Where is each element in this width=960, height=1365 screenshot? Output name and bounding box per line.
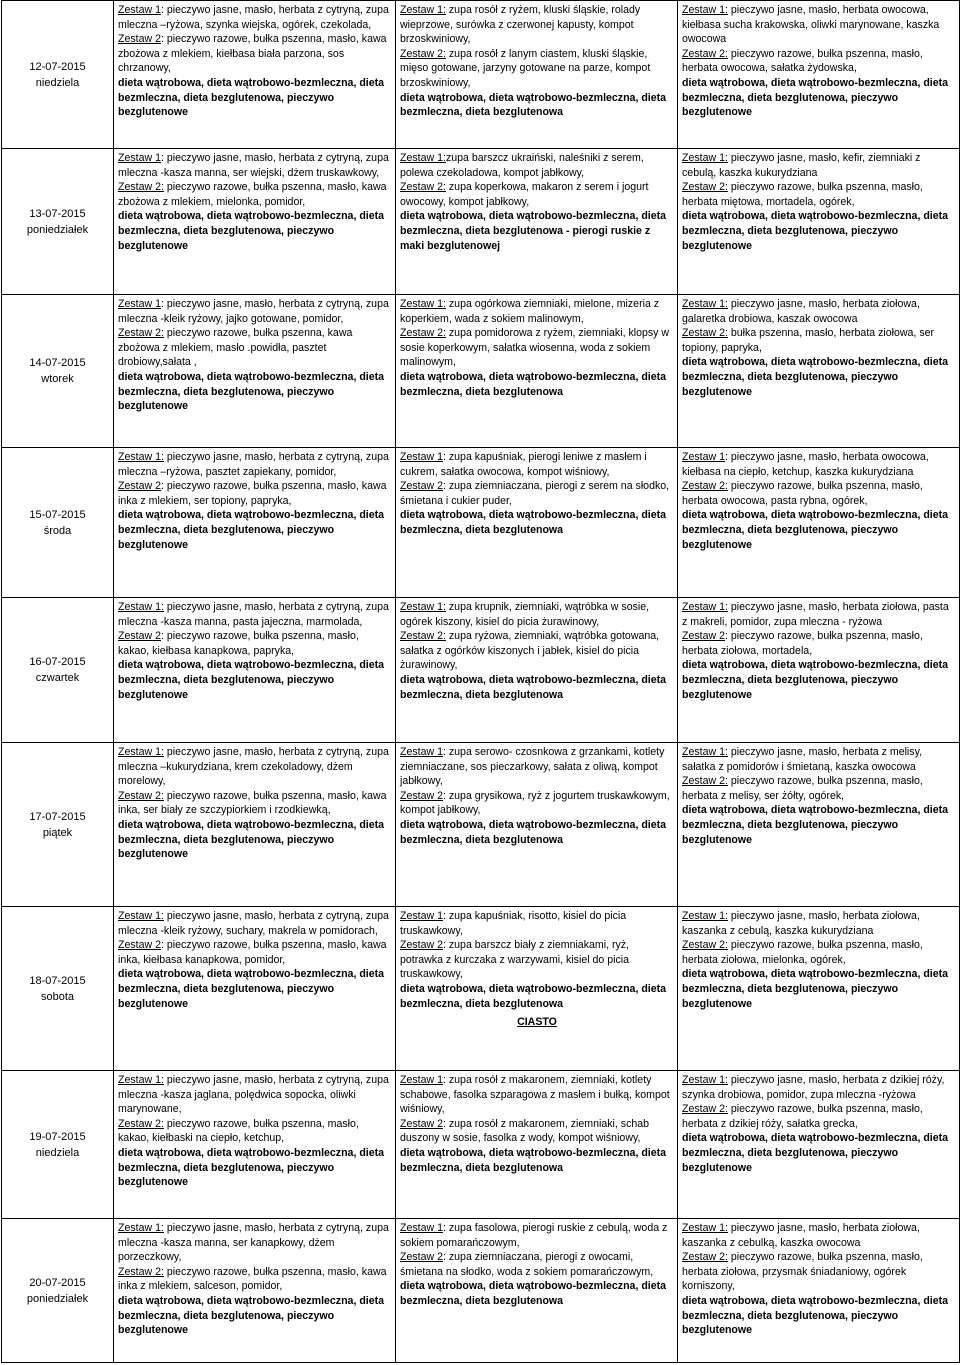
zestaw-2-label: Zestaw 2: [682, 939, 728, 952]
zestaw-2-label: Zestaw 2 [118, 630, 161, 643]
zestaw-1 [400, 151, 674, 180]
date-label: 18-07-2015 [29, 974, 86, 987]
zestaw-1 [400, 450, 674, 479]
zestaw-1-text: : pieczywo jasne, masło, herbata z cytryną, zupa mleczna –ryżowa, szynka wiejska, ogórek, czekolada, [118, 4, 389, 31]
zestaw-1-text: : zupa kapuśniak, risotto, kisiel do picia truskawkowy, [400, 910, 627, 937]
diet-note: dieta wątrobowa, dieta wątrobowo-bezmleczna, dieta bezmleczna, dieta bezglutenowa, pieczywo bezglutenowe [682, 509, 949, 551]
lunch-cell [396, 1219, 678, 1363]
dinner-cell [678, 1219, 960, 1363]
zestaw-1-text: pieczywo jasne, masło, herbata ziołowa, kaszanka z cebulką, kaszka owocowa [682, 1222, 920, 1249]
diet-note: dieta wątrobowa, dieta wątrobowo-bezmleczna, dieta bezmleczna, dieta bezglutenowa [400, 370, 667, 398]
zestaw-2-text: pieczywo razowe, bułka pszenna, masło, herbata z melisy, ser żółty, ogórek, [682, 775, 923, 802]
zestaw-1-label: Zestaw 1: [118, 601, 164, 613]
dinner-cell [678, 1071, 960, 1219]
zestaw-2 [682, 47, 956, 76]
date-cell [2, 149, 114, 295]
date-cell [2, 1219, 114, 1363]
zestaw-1-text: zupa barszcz ukraiński, naleśniki z serem, polewa czekoladowa, kompot jabłkowy, [400, 152, 644, 179]
zestaw-2 [682, 479, 956, 508]
zestaw-1 [682, 297, 956, 326]
zestaw-2-label: Zestaw 2: [682, 1251, 728, 1264]
zestaw-1 [118, 909, 392, 938]
menu-row [2, 149, 960, 295]
date-cell [2, 743, 114, 907]
zestaw-2-label: Zestaw 2: [400, 47, 446, 60]
date-cell [2, 1, 114, 149]
zestaw-1-text: : zupa rosół z makaronem, ziemniaki, kotlety schabowe, fasolka szparagowa z masłem i bułką, kompot wiśniowy, [400, 1074, 670, 1116]
diet-note: dieta wątrobowa, dieta wątrobowo-bezmleczna, dieta bezmleczna, dieta bezglutenowa, pieczywo bezglutenowe [682, 804, 949, 846]
zestaw-1-text: : pieczywo jasne, masło, herbata z cytryną, zupa mleczna -kleik ryżowy, jajko gotowane, pomidor, [118, 298, 389, 325]
zestaw-2-label: Zestaw 2 [400, 480, 443, 493]
zestaw-2 [118, 1117, 392, 1146]
zestaw-1-label: Zestaw 1: [118, 1074, 164, 1086]
zestaw-1-label: Zestaw 1 [118, 4, 161, 16]
extra-note: CIASTO [517, 1016, 557, 1029]
lunch-cell [396, 149, 678, 295]
diet-note: dieta wątrobowa, dieta wątrobowo-bezmleczna, dieta bezmleczna, dieta bezglutenowa, pieczywo bezglutenowe [118, 1294, 385, 1337]
zestaw-2-text: zupa ryżowa, ziemniaki, wątróbka gotowana, sałatka z ogórków kiszonych i jabłek, kisiel do picia żurawinowy, [400, 630, 660, 672]
zestaw-1 [682, 450, 956, 479]
zestaw-2-label: Zestaw 2: [682, 480, 728, 493]
breakfast-cell [114, 1, 396, 149]
zestaw-2 [118, 1265, 392, 1294]
zestaw-1 [682, 3, 956, 47]
date-cell [2, 598, 114, 743]
zestaw-2-text: zupa pomidorowa z ryżem, ziemniaki, klopsy w sosie koperkowym, sałatka wiosenna, woda z sokiem malinowym, [400, 327, 670, 369]
zestaw-1 [118, 450, 392, 479]
diet-note: dieta wątrobowa, dieta wątrobowo-bezmleczna, dieta bezmleczna, dieta bezglutenowa [400, 982, 667, 1010]
zestaw-1-text: zupa rosół z ryżem, kluski śląskie, rolady wieprzowe, surówka z czerwonej kapusty, kompot brzoskwiniowy, [400, 4, 641, 46]
zestaw-1 [118, 600, 392, 629]
zestaw-2-label: Zestaw 2 [400, 789, 443, 802]
dinner-cell [678, 295, 960, 448]
zestaw-2 [118, 938, 392, 967]
zestaw-2 [682, 938, 956, 967]
zestaw-2-text: zupa koperkowa, makaron z serem i jogurt owocowy, kompot jabłkowy, [400, 181, 649, 208]
zestaw-2 [682, 180, 956, 209]
zestaw-2-label: Zestaw 2: [118, 789, 164, 802]
diet-note: dieta wątrobowa, dieta wątrobowo-bezmleczna, dieta bezmleczna, dieta bezglutenowa, pieczywo bezglutenowe [118, 1146, 385, 1189]
zestaw-2 [400, 1250, 674, 1279]
zestaw-2 [400, 47, 674, 91]
zestaw-2-text: : pieczywo razowe, bułka pszenna, masło, kawa inka z mlekiem, ser topiony, papryka, [118, 480, 387, 507]
zestaw-1 [682, 1221, 956, 1250]
zestaw-1 [118, 3, 392, 32]
zestaw-1-label: Zestaw 1: [118, 910, 164, 922]
zestaw-2-text: pieczywo razowe, bułka pszenna, masło, herbata owocowa, sałatka żydowska, [682, 47, 923, 75]
zestaw-1 [400, 909, 674, 938]
diet-note: dieta wątrobowa, dieta wątrobowo-bezmleczna, dieta bezmleczna, dieta bezglutenowa, pieczywo bezglutenowe [118, 370, 385, 413]
zestaw-1-text: : zupa kapuśniak, pierogi leniwe z masłem i cukrem, sałatka owocowa, kompot wiśniowy, [400, 451, 647, 478]
zestaw-2-text: pieczywo razowe, bułka pszenna, masło, herbata ziołowa, przysmak śniadaniowy, ogórek korniszony, [682, 1251, 923, 1293]
diet-note: dieta wątrobowa, dieta wątrobowo-bezmleczna, dieta bezmleczna, dieta bezglutenowa, pieczywo bezglutenowe [682, 356, 949, 398]
zestaw-1-label: Zestaw 1: [682, 601, 728, 613]
zestaw-1 [682, 151, 956, 180]
zestaw-1 [400, 600, 674, 629]
zestaw-2-label: Zestaw 2 [400, 939, 443, 952]
zestaw-2-label: Zestaw 2: [682, 327, 728, 340]
date-label: 12-07-2015 [29, 60, 86, 73]
zestaw-1 [400, 297, 674, 326]
zestaw-1-label: Zestaw 1: [682, 1074, 728, 1086]
dinner-cell [678, 1, 960, 149]
zestaw-1-text: : zupa serowo- czosnkowa z grzankami, kotlety ziemniaczane, sos pieczarkowy, sałata z oliwą, kompot jabłkowy, [400, 746, 665, 788]
zestaw-1-label: Zestaw 1: [682, 910, 728, 922]
dinner-cell [678, 907, 960, 1071]
zestaw-2-text: bułka pszenna, masło, herbata ziołowa, ser topiony, papryka, [682, 327, 935, 354]
zestaw-2 [400, 629, 674, 673]
diet-note: dieta wątrobowa, dieta wątrobowo-bezmleczna, dieta bezmleczna, dieta bezglutenowa [400, 673, 667, 701]
zestaw-2-text: pieczywo razowe, bułka pszenna, masło, herbata ziołowa, mielonka, ogórek, [682, 939, 923, 966]
zestaw-1 [400, 3, 674, 47]
zestaw-1-label: Zestaw 1: [400, 298, 446, 310]
menu-row [2, 1219, 960, 1363]
zestaw-2 [682, 1102, 956, 1131]
zestaw-2 [118, 326, 392, 370]
zestaw-2 [682, 1250, 956, 1294]
zestaw-2-label: Zestaw 2: [682, 47, 728, 60]
zestaw-1-label: Zestaw 1: [400, 601, 446, 613]
zestaw-2-label: Zestaw 2: [682, 1103, 728, 1116]
zestaw-2-label: Zestaw 2: [400, 327, 446, 340]
zestaw-2 [118, 32, 392, 76]
zestaw-1-label: Zestaw 1: [118, 1222, 164, 1234]
zestaw-2 [118, 180, 392, 209]
zestaw-2 [682, 629, 956, 658]
menu-body [2, 1, 960, 1363]
zestaw-2-text: : pieczywo razowe, bułka pszenna, masło, herbata ziołowa, mortadela, [682, 630, 923, 657]
diet-note: dieta wątrobowa, dieta wątrobowo-bezmleczna, dieta bezmleczna, dieta bezglutenowa, pieczywo bezglutenowe [118, 76, 385, 119]
diet-note: dieta wątrobowa, dieta wątrobowo-bezmleczna, dieta bezmleczna, dieta bezglutenowa, pieczywo bezglutenowe [682, 210, 949, 252]
diet-note: dieta wątrobowa, dieta wątrobowo-bezmleczna, dieta bezmleczna, dieta bezglutenowa, pieczywo bezglutenowe [118, 210, 385, 252]
zestaw-2-text: : pieczywo razowe, bułka pszenna, masło, kawa inka, kiełbasa kanapkowa, pomidor, [118, 939, 387, 966]
weekday-label: piątek [42, 826, 73, 839]
diet-note: dieta wątrobowa, dieta wątrobowo-bezmleczna, dieta bezmleczna, dieta bezglutenowa [400, 818, 667, 846]
weekday-label: niedziela [35, 76, 80, 89]
zestaw-1-text: pieczywo jasne, masło, herbata ziołowa, pasta z makreli, pomidor, zupa mleczna - ryżowa [682, 601, 949, 628]
diet-note: dieta wątrobowa, dieta wątrobowo-bezmleczna, dieta bezmleczna, dieta bezglutenowa, pieczywo bezglutenowe [682, 1294, 949, 1337]
date-label: 14-07-2015 [29, 357, 86, 369]
zestaw-2 [400, 479, 674, 508]
breakfast-cell [114, 295, 396, 448]
zestaw-1-text: pieczywo jasne, masło, herbata z cytryną, zupa mleczna -kasza jaglana, polędwica sopocka, oliwki marynowane, [118, 1074, 389, 1116]
zestaw-1-text: pieczywo jasne, masło, herbata z dzikiej róży, szynka drobiowa, pomidor, zupa mleczna -ryżowa [682, 1074, 945, 1101]
diet-note: dieta wątrobowa, dieta wątrobowo-bezmleczna, dieta bezmleczna, dieta bezglutenowa - pierogi ruskie z maki bezglutenowej [400, 210, 667, 252]
date-cell [2, 1071, 114, 1219]
weekday-label: niedziela [35, 1146, 80, 1159]
zestaw-1 [682, 600, 956, 629]
lunch-cell [396, 1071, 678, 1219]
zestaw-2-label: Zestaw 2: [682, 775, 728, 788]
zestaw-1-text: pieczywo jasne, masło, herbata z cytryną, zupa mleczna –ryżowa, pasztet zapiekany, pomidor, [118, 451, 389, 478]
zestaw-1-label: Zestaw 1 [400, 451, 443, 463]
menu-row [2, 448, 960, 598]
zestaw-2 [400, 938, 674, 982]
zestaw-2-label: Zestaw 2 [118, 480, 161, 493]
zestaw-1-label: Zestaw 1 [400, 1074, 443, 1086]
zestaw-1-label: Zestaw 1 [400, 746, 443, 758]
breakfast-cell [114, 907, 396, 1071]
dinner-cell [678, 598, 960, 743]
diet-note: dieta wątrobowa, dieta wątrobowo-bezmleczna, dieta bezmleczna, dieta bezglutenowa [400, 91, 667, 119]
lunch-cell [396, 295, 678, 448]
menu-row [2, 1071, 960, 1219]
breakfast-cell [114, 1071, 396, 1219]
date-label: 17-07-2015 [29, 810, 86, 823]
zestaw-2 [118, 789, 392, 818]
zestaw-1-label: Zestaw 1: [118, 451, 164, 463]
menu-row [2, 907, 960, 1071]
zestaw-2-text: pieczywo razowe, bułka pszenna, masło, kawa inka z mlekiem, salceson, pomidor, [118, 1265, 387, 1293]
zestaw-2-label: Zestaw 2 [118, 33, 161, 46]
zestaw-1-label: Zestaw 1 [118, 298, 161, 310]
weekday-label: sobota [40, 990, 75, 1003]
zestaw-1-text: pieczywo jasne, masło, herbata z cytryną, zupa mleczna -kasza manna, pasta jajeczna, marmolada, [118, 601, 389, 628]
diet-note: dieta wątrobowa, dieta wątrobowo-bezmleczna, dieta bezmleczna, dieta bezglutenowa [400, 509, 667, 536]
weekday-label: środa [43, 524, 72, 537]
zestaw-2-text: : pieczywo razowe, bułka pszenna, masło, kawa zbożowa z mlekiem, kiełbasa biała parzona, sos chrzanowy, [118, 33, 387, 75]
zestaw-1 [400, 1073, 674, 1117]
lunch-cell [396, 1, 678, 149]
breakfast-cell [114, 598, 396, 743]
zestaw-1-label: Zestaw 1 [682, 451, 725, 463]
zestaw-2-label: Zestaw 2: [118, 181, 164, 194]
diet-note: dieta wątrobowa, dieta wątrobowo-bezmleczna, dieta bezmleczna, dieta bezglutenowa, pieczywo bezglutenowe [682, 968, 949, 1010]
zestaw-2 [400, 326, 674, 370]
zestaw-1 [682, 1073, 956, 1102]
zestaw-2-text: pieczywo razowe, bułka pszenna, masło, herbata owocowa, pasta rybna, ogórek, [682, 480, 923, 507]
zestaw-2-text: : pieczywo razowe, bułka pszenna, masło, kakao, kiełbasa kanapkowa, papryka, [118, 630, 359, 657]
zestaw-1-label: Zestaw 1: [400, 152, 446, 164]
weekday-label: czwartek [35, 672, 80, 684]
zestaw-1 [118, 745, 392, 789]
zestaw-2-text: pieczywo razowe, bułka pszenna, kawa zbożowa z mlekiem, masło .powidła, pasztet drobiowy,sałata , [118, 327, 353, 369]
menu-row [2, 295, 960, 448]
zestaw-1 [118, 297, 392, 326]
date-cell [2, 907, 114, 1071]
zestaw-1-text: pieczywo jasne, masło, herbata ziołowa, galaretka drobiowa, kaszak owocowa [682, 298, 920, 325]
zestaw-2-text: : zupa ziemniaczana, pierogi z owocami, śmietana na słodko, woda z sokiem pomarańczowym, [400, 1251, 654, 1278]
dinner-cell [678, 448, 960, 598]
zestaw-1-text: pieczywo jasne, masło, herbata owocowa, kiełbasa sucha krakowska, oliwki marynowane, kaszka owocowa [682, 4, 940, 46]
zestaw-1-text: pieczywo jasne, masło, herbata z cytryną, zupa mleczna -kleik ryżowy, suchary, makrela w pomidorach, [118, 910, 389, 937]
diet-note: dieta wątrobowa, dieta wątrobowo-bezmleczna, dieta bezmleczna, dieta bezglutenowa, pieczywo bezglutenowe [118, 818, 385, 861]
lunch-cell [396, 907, 678, 1071]
zestaw-1-label: Zestaw 1: [682, 1222, 728, 1234]
zestaw-2-label: Zestaw 2 [118, 939, 161, 952]
date-cell [2, 295, 114, 448]
zestaw-2-text: : zupa ziemniaczana, pierogi z serem na słodko, śmietana i cukier puder, [400, 480, 670, 507]
zestaw-1 [400, 1221, 674, 1250]
zestaw-2 [400, 1117, 674, 1146]
zestaw-1-label: Zestaw 1 [400, 910, 443, 922]
zestaw-1-label: Zestaw 1: [682, 152, 728, 164]
zestaw-1-label: Zestaw 1: [682, 746, 728, 758]
breakfast-cell [114, 743, 396, 907]
breakfast-cell [114, 1219, 396, 1363]
date-label: 13-07-2015 [29, 207, 86, 220]
zestaw-2-text: : zupa barszcz biały z ziemniakami, ryż, potrawka z kurczaka z warzywami, kisiel do picia truskawkowy, [400, 939, 630, 981]
diet-note: dieta wątrobowa, dieta wątrobowo-bezmleczna, dieta bezmleczna, dieta bezglutenowa, pieczywo bezglutenowe [118, 659, 385, 701]
zestaw-2-text: pieczywo razowe, bułka pszenna, masło, herbata miętowa, mortadela, ogórek, [682, 181, 923, 208]
menu-row [2, 598, 960, 743]
zestaw-2-label: Zestaw 2: [400, 630, 446, 643]
date-cell [2, 448, 114, 598]
zestaw-2-label: Zestaw 2: [118, 1117, 164, 1130]
zestaw-2-label: Zestaw 2: [682, 181, 728, 194]
menu-row [2, 743, 960, 907]
zestaw-1-text: pieczywo jasne, masło, herbata z cytryną, zupa mleczna -kasza manna, ser kanapkowy, dżem porzeczkowy, [118, 1222, 389, 1264]
diet-note: dieta wątrobowa, dieta wątrobowo-bezmleczna, dieta bezmleczna, dieta bezglutenowa, pieczywo bezglutenowe [682, 76, 949, 119]
zestaw-1-text: : pieczywo jasne, masło, herbata owocowa, kiełbasa na ciepło, ketchup, kaszka kukurydziana [682, 451, 929, 478]
lunch-cell [396, 448, 678, 598]
zestaw-1 [400, 745, 674, 789]
date-label: 19-07-2015 [29, 1130, 86, 1143]
weekday-label: poniedziałek [26, 1292, 89, 1305]
dinner-cell [678, 149, 960, 295]
zestaw-1-label: Zestaw 1: [682, 298, 728, 310]
zestaw-2 [118, 629, 392, 658]
zestaw-1-text: zupa ogórkowa ziemniaki, mielone, mizeria z koperkiem, wada z sokiem malinowym, [400, 298, 660, 325]
zestaw-2 [682, 774, 956, 803]
zestaw-2-text: pieczywo razowe, bułka pszenna, masło, kawa zbożowa z mlekiem, mielonka, pomidor, [118, 181, 387, 208]
menu-table [1, 0, 960, 1363]
breakfast-cell [114, 149, 396, 295]
diet-note: dieta wątrobowa, dieta wątrobowo-bezmleczna, dieta bezmleczna, dieta bezglutenowa [400, 1280, 667, 1307]
zestaw-2-label: Zestaw 2 [400, 1251, 443, 1264]
zestaw-2-label: Zestaw 2: [118, 327, 164, 340]
zestaw-1 [682, 745, 956, 774]
zestaw-2-text: : zupa grysikowa, ryż z jogurtem truskawkowym, kompot jabłkowy, [400, 789, 670, 817]
date-label: 15-07-2015 [29, 508, 86, 521]
weekday-label: wtorek [41, 373, 74, 385]
zestaw-1 [118, 1073, 392, 1117]
diet-note: dieta wątrobowa, dieta wątrobowo-bezmleczna, dieta bezmleczna, dieta bezglutenowa, pieczywo bezglutenowe [682, 1132, 949, 1174]
dinner-cell [678, 743, 960, 907]
zestaw-1-text: pieczywo jasne, masło, herbata z melisy, sałatka z pomidorów i śmietaną, kaszka owocowa [682, 746, 923, 773]
zestaw-1-label: Zestaw 1 [400, 1222, 443, 1234]
zestaw-1 [118, 151, 392, 180]
zestaw-2 [682, 326, 956, 355]
zestaw-2-text: zupa rosół z lanym ciastem, kluski śląskie, mięso gotowane, jarzyny gotowane na parze, kompot brzoskwiniowy, [400, 47, 651, 89]
zestaw-1-text: pieczywo jasne, masło, herbata ziołowa, kaszanka z cebulą, kaszka kukurydziana [682, 910, 920, 937]
zestaw-2-text: pieczywo razowe, bułka pszenna, masło, kakao, kiełbaski na ciepło, ketchup, [118, 1117, 359, 1145]
date-label: 16-07-2015 [29, 656, 86, 668]
diet-note: dieta wątrobowa, dieta wątrobowo-bezmleczna, dieta bezmleczna, dieta bezglutenowa, pieczywo bezglutenowe [118, 968, 385, 1010]
zestaw-2 [118, 479, 392, 508]
zestaw-1-text: : pieczywo jasne, masło, herbata z cytryną, zupa mleczna -kasza manna, ser wiejski, dżem truskawkowy, [118, 152, 389, 179]
zestaw-1-label: Zestaw 1: [118, 746, 164, 758]
zestaw-1-text: : zupa fasolowa, pierogi ruskie z cebulą, woda z sokiem pomarańczowym, [400, 1222, 668, 1249]
menu-row [2, 1, 960, 149]
zestaw-1-text: pieczywo jasne, masło, kefir, ziemniaki z cebulą, kaszka kukurydziana [682, 152, 921, 179]
weekday-label: poniedziałek [26, 223, 89, 236]
zestaw-2-text: : zupa rosół z makaronem, ziemniaki, schab duszony w sosie, fasolka z wody, kompot wiśniowy, [400, 1117, 650, 1145]
zestaw-2-label: Zestaw 2 [682, 630, 725, 643]
zestaw-1-label: Zestaw 1: [400, 4, 446, 16]
zestaw-1 [118, 1221, 392, 1265]
zestaw-2 [400, 789, 674, 818]
zestaw-1 [682, 909, 956, 938]
diet-note: dieta wątrobowa, dieta wątrobowo-bezmleczna, dieta bezmleczna, dieta bezglutenowa, pieczywo bezglutenowe [682, 659, 949, 701]
zestaw-2-text: pieczywo razowe, bułka pszenna, masło, herbata z dzikiej róży, sałatka grecka, [682, 1103, 923, 1130]
breakfast-cell [114, 448, 396, 598]
diet-note: dieta wątrobowa, dieta wątrobowo-bezmleczna, dieta bezmleczna, dieta bezglutenowa, pieczywo bezglutenowe [118, 509, 385, 551]
zestaw-2-text: pieczywo razowe, bułka pszenna, masło, kawa inka, ser biały ze szczypiorkiem i rzodkiewką, [118, 789, 387, 817]
diet-note: dieta wątrobowa, dieta wątrobowo-bezmleczna, dieta bezmleczna, dieta bezglutenowa [400, 1146, 667, 1174]
zestaw-2-label: Zestaw 2 [400, 1117, 443, 1130]
zestaw-1-text: pieczywo jasne, masło, herbata z cytryną, zupa mleczna –kukurydziana, krem czekoladowy, dżem morelowy, [118, 746, 389, 788]
zestaw-2 [400, 180, 674, 209]
zestaw-2-label: Zestaw 2: [400, 181, 446, 194]
zestaw-2-label: Zestaw 2: [118, 1265, 164, 1278]
date-label: 20-07-2015 [29, 1276, 86, 1289]
zestaw-1-label: Zestaw 1: [682, 4, 728, 16]
lunch-cell [396, 743, 678, 907]
lunch-cell [396, 598, 678, 743]
zestaw-1-label: Zestaw 1 [118, 152, 161, 164]
zestaw-1-text: zupa krupnik, ziemniaki, wątróbka w sosie, ogórek kiszony, kisiel do picia żurawinowy, [400, 601, 650, 628]
